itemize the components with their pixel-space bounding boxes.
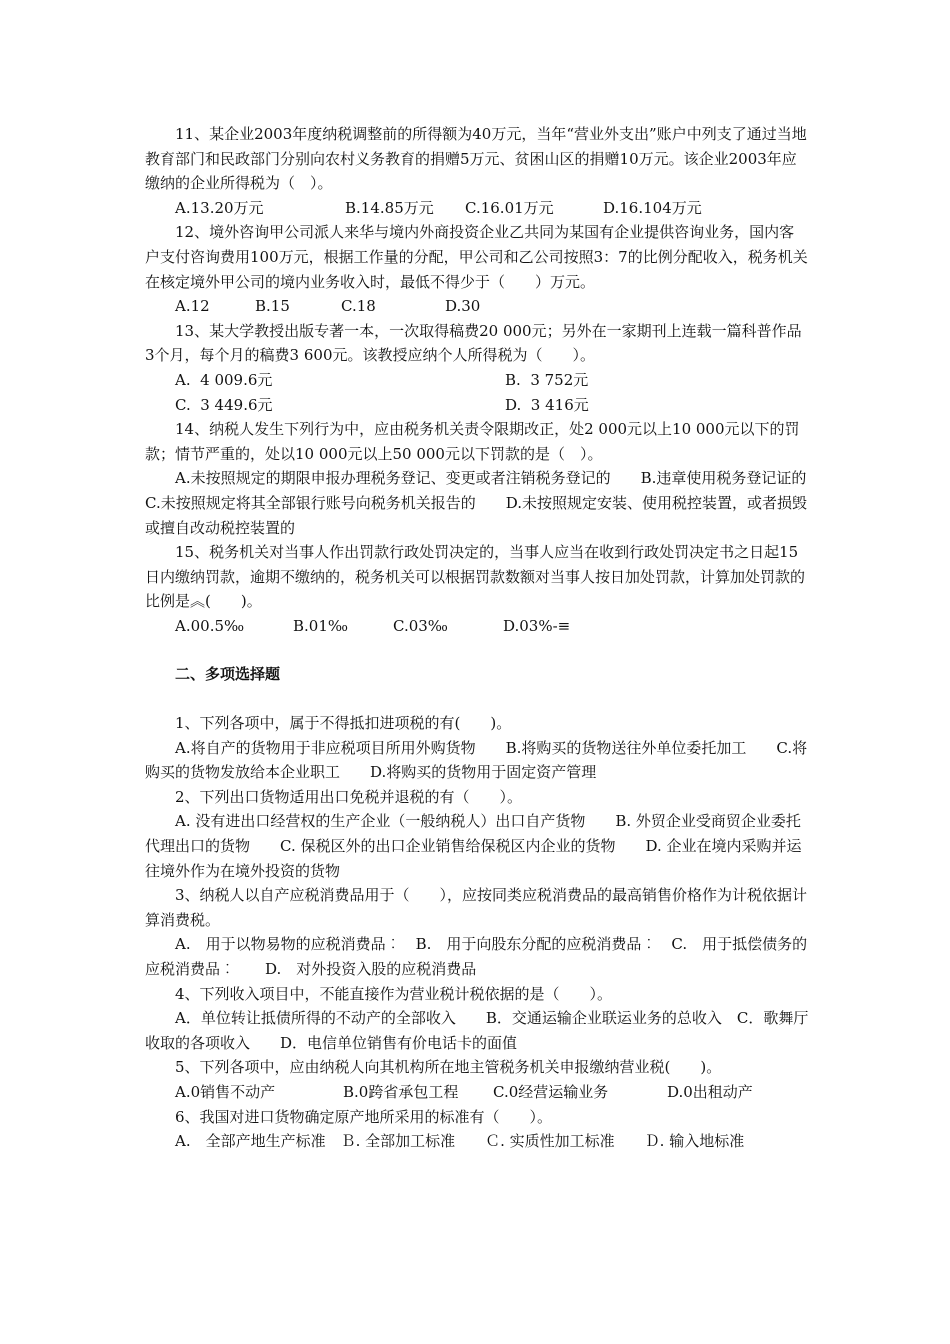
question-11-options [145,196,809,221]
question-12-options [145,294,809,319]
option-b: B.0跨省承包工程 [343,1082,459,1101]
option-c: C.0经营运输业务 [493,1082,609,1101]
multi-question-2-stem: 2、下列出口货物适用出口免税并退税的有（ ）。 [175,787,523,806]
option-b: B.14.85万元 [345,198,434,217]
multi-question-3-stem: 3、纳税人以自产应税消费品用于（ ），应按同类应税消费品的最高销售价格作为计税依据计算消费税。 [145,886,808,929]
option-a: A.12 [175,297,210,316]
question-13-stem: 13、某大学教授出版专著一本，一次取得稿费20 000元；另外在一家期刊上连载一篇科普作品3个月，每个月的稿费3 600元。该教授应纳个人所得税为（ ）。 [145,321,802,365]
option-a: A.13.20万元 [175,198,264,217]
option-a: A.0销售不动产 [175,1082,276,1101]
option-c: C.16.01万元 [465,198,554,217]
question-15-stem: 15、税务机关对当事人作出罚款行政处罚决定的，当事人应当在收到行政处罚决定书之日起15日内缴纳罚款，逾期不缴纳的，税务机关可以根据罚款数额对当事人按日加处罚款，计算加处罚款的比例是︽( )。 [145,543,806,611]
multi-question-2-options: A. 没有进出口经营权的生产企业（一般纳税人）出口自产货物 B. 外贸企业受商贸企业委托代理出口的货物 C. 保税区外的出口企业销售给保税区内企业的货物 D. 企业在境内采购并运往境外作为在境外投资的货物 [145,812,802,880]
multi-question-5-stem: 5、下列各项中，应由纳税人向其机构所在地主管税务机关申报缴纳营业税( )。 [175,1058,722,1077]
multi-question-5-options [145,1080,809,1105]
multi-question-3-options: A. 用于以物易物的应税消费品︰ B. 用于向股东分配的应税消费品︰ C. 用于抵偿债务的应税消费品︰ D. 对外投资入股的应税消费品 [145,935,808,978]
question-13-options-row1 [145,368,809,393]
multi-question-4-stem: 4、下列收入项目中，不能直接作为营业税计税依据的是（ ）。 [175,984,613,1003]
option-d: D. 3 416元 [505,395,589,414]
option-d: D.30 [445,297,481,316]
option-b: B.15 [255,297,290,316]
section-title-multiple-choice: 二、多项选择题 [175,665,281,684]
option-a: A.00.5‰ [175,616,245,635]
option-c: C.18 [341,297,376,316]
option-b: B. 3 752元 [505,370,589,389]
multi-question-1-stem: 1、下列各项中，属于不得抵扣进项税的有( )。 [175,714,512,733]
option-b: B.01‰ [293,616,349,635]
multi-question-1-options: A.将自产的货物用于非应税项目所用外购货物 B.将购买的货物送往外单位委托加工 C.将购买的货物发放给本企业职工 D.将购买的货物用于固定资产管理 [145,738,808,782]
multi-question-6-stem: 6、我国对进口货物确定原产地所采用的标准有（ ）。 [175,1107,553,1126]
multi-question-4-options: A．单位转让抵债所得的不动产的全部收入 B．交通运输企业联运业务的总收入 C．歌舞厅收取的各项收入 D．电信单位销售有价电话卡的面值 [145,1009,809,1052]
option-a: A. 4 009.6元 [175,370,273,389]
question-12-stem: 12、境外咨询甲公司派人来华与境内外商投资企业乙共同为某国有企业提供咨询业务，国内客户支付咨询费用100万元，根据工作量的分配，甲公司和乙公司按照3：7的比例分配收入，税务机关在核定境外甲公司的境内业务收入时，最低不得少于（ ）万元。 [145,223,808,291]
question-14-stem: 14、纳税人发生下列行为中，应由税务机关责令限期改正，处2 000元以上10 000元以下的罚款；情节严重的，处以10 000元以上50 000元以下罚款的是（ ）。 [145,420,800,463]
question-13-options-row2 [145,393,809,418]
option-c: C. 3 449.6元 [175,395,273,414]
document-page [145,122,837,1154]
option-c: C.03‰ [393,616,448,635]
question-14-options: A.未按照规定的期限申报办理税务登记、变更或者注销税务登记的 B.违章使用税务登记证的 C.未按照规定将其全部银行账号向税务机关报告的 D.未按照规定安装、使用税控装置，或者损毁或擅自改动税控装置的 [145,469,837,537]
option-d: D.0出租动产 [667,1082,753,1101]
option-d: D.03%-≡ [503,616,571,635]
question-15-options [145,614,809,639]
question-11-stem: 11、某企业2003年度纳税调整前的所得额为40万元，当年“营业外支出”账户中列支了通过当地教育部门和民政部门分别向农村义务教育的捐赠5万元、贫困山区的捐赠10万元。该企业2003年应缴纳的企业所得税为（ ）。 [145,125,807,193]
option-d: D.16.104万元 [603,198,702,217]
multi-question-6-options: A. 全部产地生产标准 Ｂ. 全部加工标准 Ｃ. 实质性加工标准 Ｄ. 输入地标准 [175,1132,745,1151]
